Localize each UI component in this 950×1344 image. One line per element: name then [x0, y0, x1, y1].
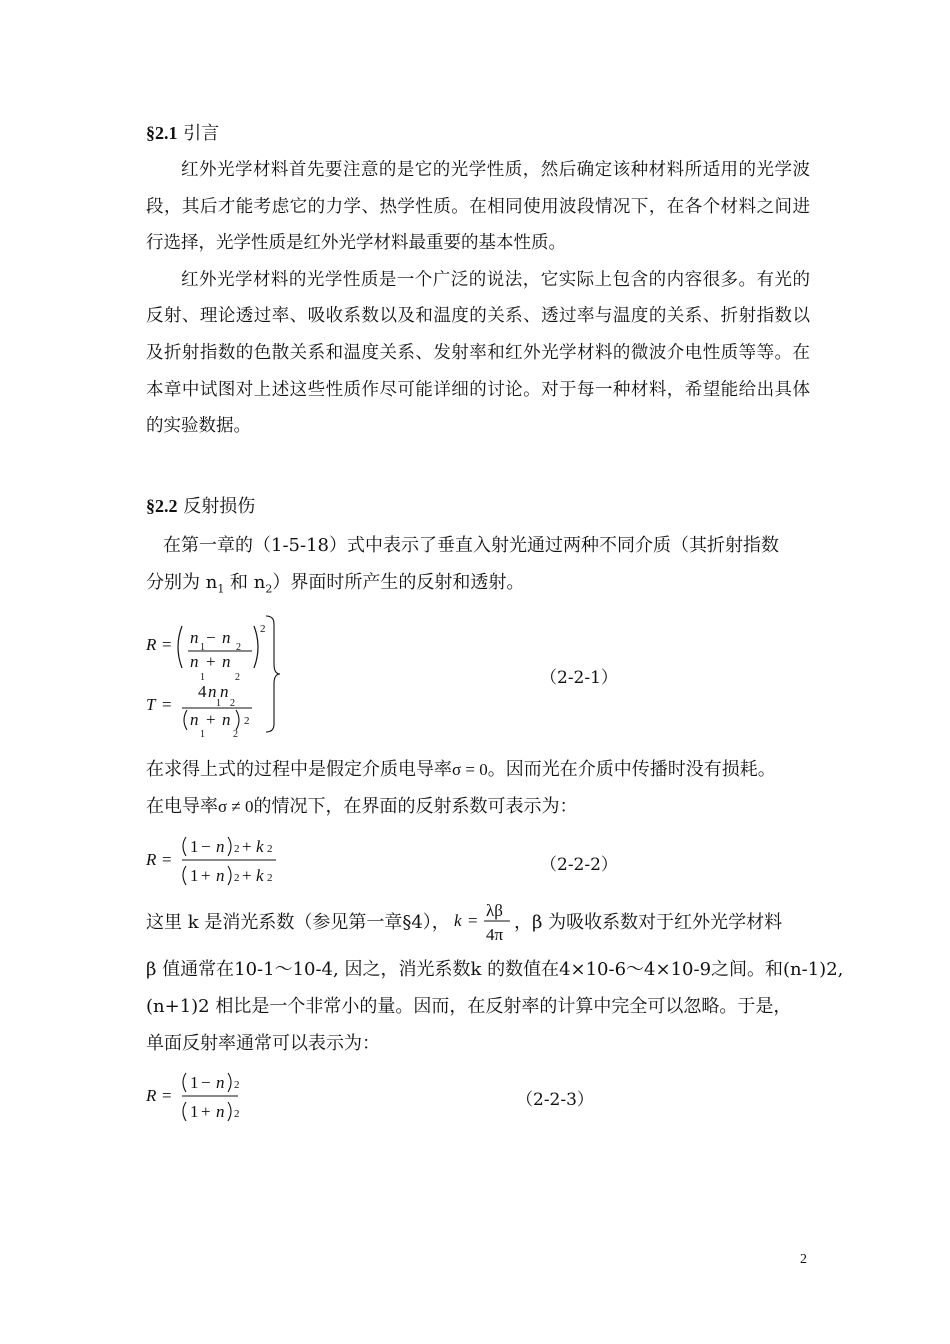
svg-text:=: = [162, 1086, 172, 1105]
n-compare-line: (n+1)2 相比是一个非常小的量。因而，在反射率的计算中完全可以忽略。于是， [146, 996, 792, 1017]
paragraph-2: 红外光学材料的光学性质是一个广泛的说法，它实际上包含的内容很多。有光的反射、理论透过率、吸收系数以及和温度的关系、透过率与温度的关系、折射指数以及折射指数的色散关系和温度关系、发射率和红外光学材料的微波介电性质等等。在本章中试图对上述这些性质作尽可能详细的讨论。对于每一种材料，希望能给出具体的实验数据。 [146, 269, 810, 437]
svg-text:+: + [206, 652, 216, 671]
svg-text:R: R [146, 850, 157, 869]
extinction-line-a: 这里 k 是消光系数（参见第一章§4）， [146, 912, 450, 933]
svg-text:=: = [468, 911, 478, 930]
svg-text:2: 2 [234, 1079, 240, 1091]
svg-text:−: − [201, 1073, 211, 1092]
svg-text:T: T [146, 695, 156, 714]
svg-text:R: R [146, 1086, 157, 1105]
svg-text:=: = [162, 850, 172, 869]
intro-line-1: 在第一章的（1-5-18）式中表示了垂直入射光通过两种不同介质（其折射指数 [163, 535, 779, 556]
svg-text:n: n [220, 682, 229, 701]
svg-text:n: n [216, 866, 225, 885]
svg-text:2: 2 [233, 729, 238, 740]
section-number: §2.1 [146, 123, 178, 143]
equation-number-2-2-3: （2-2-3） [516, 1090, 594, 1110]
beta-line: β 值通常在10-1～10-4, 因之，消光系数k 的数值在4×10-6～4×10-9之间。和(n-1)2, [146, 959, 844, 980]
extinction-formula [452, 896, 514, 946]
svg-text:n: n [190, 652, 199, 671]
svg-text:1: 1 [216, 698, 221, 709]
svg-text:1: 1 [190, 837, 199, 856]
section-2-1-body [146, 152, 810, 445]
single-surface-line: 单面反射率通常可以表示为： [146, 1033, 380, 1054]
svg-text:2: 2 [267, 872, 273, 884]
svg-text:1: 1 [190, 866, 199, 885]
equation-2-2-3 [140, 1066, 260, 1126]
section-heading-2-2 [146, 495, 255, 518]
svg-text:n: n [216, 1073, 225, 1092]
svg-text:2: 2 [267, 843, 273, 855]
section-title: 反射损伤 [183, 496, 256, 517]
svg-text:2: 2 [234, 843, 240, 855]
svg-text:−: − [206, 628, 216, 647]
svg-text:n: n [190, 628, 199, 647]
svg-text:1: 1 [200, 729, 205, 740]
svg-text:2: 2 [236, 642, 241, 653]
svg-text:2: 2 [260, 623, 266, 635]
svg-text:+: + [242, 837, 252, 856]
svg-text:n: n [216, 837, 225, 856]
intro-line-2: 分别为 $n_1$ 和 $n_2$）界面时所产生的反射和透射。 [146, 572, 525, 596]
svg-text:1: 1 [190, 1073, 199, 1092]
svg-text:+: + [201, 866, 211, 885]
svg-text:n: n [222, 710, 231, 729]
svg-text:2: 2 [235, 672, 240, 683]
svg-text:n: n [222, 628, 231, 647]
svg-text:k: k [454, 911, 462, 930]
svg-text:2: 2 [234, 1108, 240, 1120]
svg-text:1: 1 [190, 1102, 199, 1121]
svg-text:n: n [216, 1102, 225, 1121]
section-heading-2-1 [146, 122, 219, 145]
equation-2-2-2 [140, 830, 300, 890]
svg-text:+: + [201, 1102, 211, 1121]
svg-text:n: n [222, 652, 231, 671]
svg-text:n: n [190, 710, 199, 729]
equation-number-2-2-2: （2-2-2） [540, 855, 618, 875]
svg-text:2: 2 [234, 872, 240, 884]
svg-text:k: k [256, 837, 264, 856]
svg-text:−: − [201, 837, 211, 856]
svg-text:=: = [162, 635, 172, 654]
section-number: §2.2 [146, 496, 178, 516]
svg-text:1: 1 [200, 642, 205, 653]
svg-text:λβ: λβ [486, 901, 503, 920]
svg-text:+: + [242, 866, 252, 885]
svg-text:+: + [206, 710, 216, 729]
extinction-line-b: ，β 为吸收系数对于红外光学材料 [514, 912, 783, 933]
equation-2-2-1 [140, 612, 300, 742]
equation-number-2-2-1: （2-2-1） [540, 668, 618, 688]
conductivity-nonzero-line: 在电导率σ ≠ 0的情况下，在界面的反射系数可表示为： [146, 796, 578, 817]
svg-text:4π: 4π [486, 925, 504, 944]
section-title: 引言 [183, 123, 220, 144]
page-number: 2 [800, 1252, 807, 1267]
svg-text:2: 2 [230, 698, 235, 709]
svg-text:1: 1 [200, 672, 205, 683]
conductivity-line: 在求得上式的过程中是假定介质电导率σ = 0。因而光在介质中传播时没有损耗。 [146, 759, 776, 780]
svg-text:2: 2 [244, 715, 250, 727]
paragraph-1: 红外光学材料首先要注意的是它的光学性质，然后确定该种材料所适用的光学波段，其后才能考虑它的力学、热学性质。在相同使用波段情况下，在各个材料之间进行选择，光学性质是红外光学材料最重要的基本性质。 [146, 160, 810, 254]
svg-text:n: n [208, 682, 217, 701]
svg-text:k: k [256, 866, 264, 885]
svg-text:4: 4 [198, 682, 207, 701]
svg-text:=: = [162, 695, 172, 714]
svg-text:R: R [146, 635, 157, 654]
